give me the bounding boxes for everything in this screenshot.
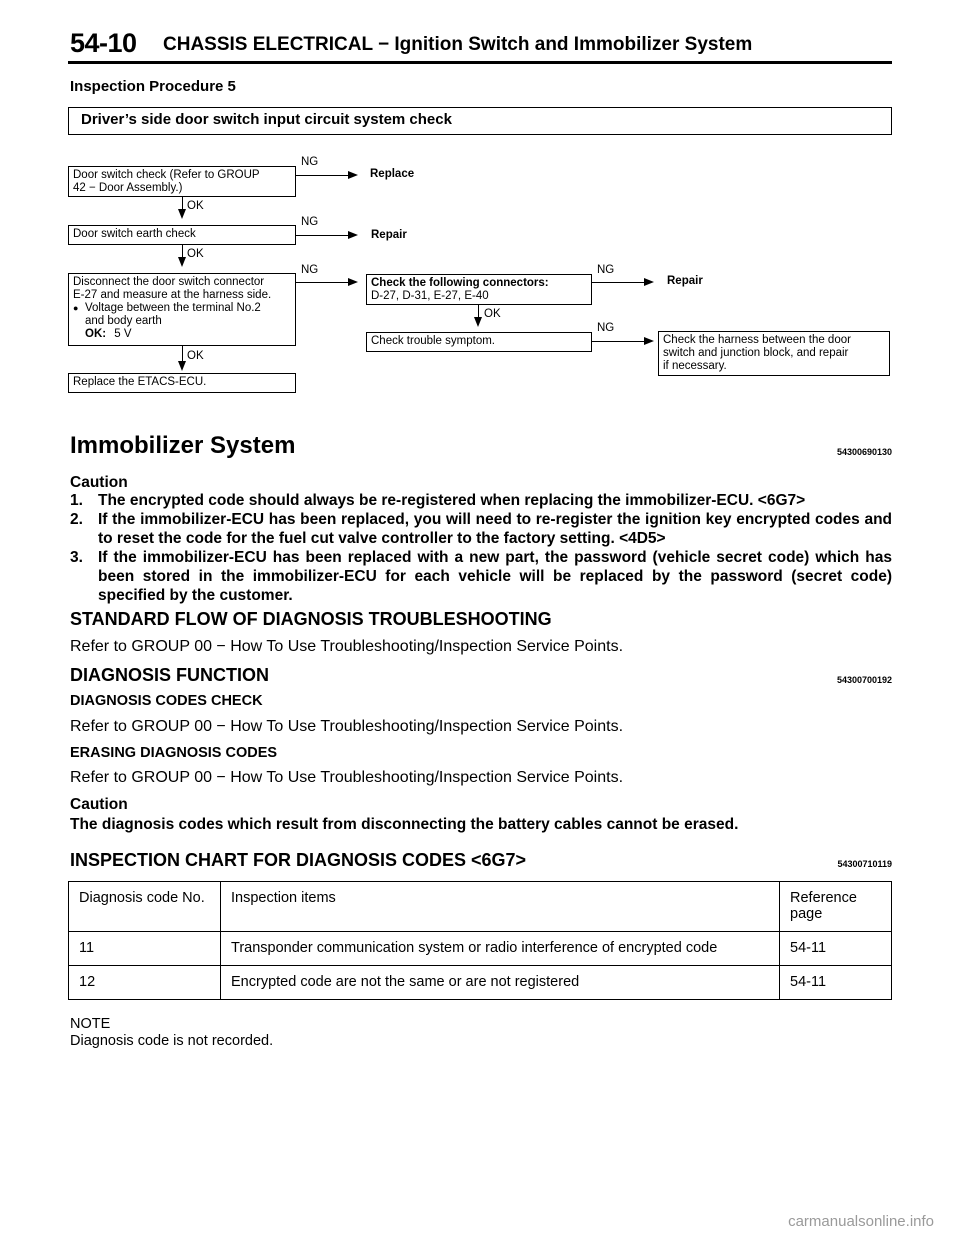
table-row (69, 932, 892, 966)
caution-item: 1. The encrypted code should always be re-registered when replacing the immobilizer-ECU. <6G7> (70, 492, 806, 509)
page-title: CHASSIS ELECTRICAL − Ignition Switch and Immobilizer System (163, 34, 753, 55)
table-cell: Transponder communication system or radio interference of encrypted code (221, 932, 780, 966)
table-row (69, 966, 892, 1000)
arrow-down-icon (178, 257, 186, 267)
ok-arrow-line (182, 346, 183, 361)
result-replace: Replace (370, 168, 415, 180)
ng-arrow-line (296, 235, 348, 236)
arrow-right-icon (348, 171, 358, 179)
flow-result-check-harness: Check the harness between the door switch and junction block, and repair if necessary. (658, 331, 890, 376)
flowchart (0, 0, 960, 420)
caution-item: 2. If the immobilizer-ECU has been replaced, you will need to re-register the ignition key encrypted codes and to reset the code for the fuel cut valve controller to the factory setting. <4D5> (70, 511, 892, 547)
ng-label: NG (597, 322, 615, 334)
table-header-cell: Diagnosis code No. (69, 882, 221, 932)
ng-label: NG (301, 156, 319, 168)
table-cell: 12 (69, 966, 221, 1000)
watermark: carmanualsonline.info (788, 1213, 934, 1230)
table-header-row (69, 882, 892, 932)
page-number: 54-10 (70, 28, 137, 58)
arrow-right-icon (348, 231, 358, 239)
inspection-chart-table (68, 881, 892, 1000)
arrow-down-icon (178, 361, 186, 371)
table-cell: 11 (69, 932, 221, 966)
heading-diagnosis-function: DIAGNOSIS FUNCTION (70, 665, 270, 685)
result-repair: Repair (667, 275, 703, 287)
arrow-down-icon (474, 317, 482, 327)
flow-step-check-trouble-symptom: Check trouble symptom. (366, 332, 592, 352)
table-header-cell: Reference page (780, 882, 892, 932)
ng-arrow-line (592, 282, 644, 283)
bullet-icon: ● (73, 303, 79, 313)
ng-arrow-line (592, 341, 644, 342)
caution-list (70, 491, 892, 605)
procedure-box-title: Driver’s side door switch input circuit system check (81, 111, 452, 128)
ok-arrow-line (182, 197, 183, 209)
erasing-codes-text: Refer to GROUP 00 − How To Use Troubleshooting/Inspection Service Points. (70, 769, 624, 786)
arrow-right-icon (348, 278, 358, 286)
ng-label: NG (301, 216, 319, 228)
ok-arrow-line (182, 245, 183, 257)
arrow-right-icon (644, 337, 654, 345)
standard-flow-text: Refer to GROUP 00 − How To Use Troubleshooting/Inspection Service Points. (70, 638, 624, 655)
note-text: Diagnosis code is not recorded. (70, 1033, 274, 1049)
flow-step-door-switch-check: Door switch check (Refer to GROUP 42 − Door Assembly.) (68, 166, 296, 197)
section-code: 54300700192 (836, 675, 892, 685)
caution-label: Caution (70, 796, 128, 813)
ng-label: NG (301, 264, 319, 276)
heading-erasing-codes: ERASING DIAGNOSIS CODES (70, 745, 278, 761)
ng-label: NG (597, 264, 615, 276)
table-cell: Encrypted code are not the same or are not registered (221, 966, 780, 1000)
ok-label: OK (187, 248, 204, 260)
section-code: 54300710119 (837, 859, 892, 869)
arrow-down-icon (178, 209, 186, 219)
section-code: 54300690130 (836, 447, 892, 457)
note-label: NOTE (70, 1016, 111, 1032)
ok-label: OK (187, 200, 204, 212)
note (70, 1016, 273, 1050)
caution-text: The diagnosis codes which result from disconnecting the battery cables cannot be erased. (70, 816, 739, 833)
ok-label: OK (484, 308, 501, 320)
caution-item: 3. If the immobilizer-ECU has been replaced with a new part, the password (vehicle secret code) which has been stored in the immobilizer-ECU for each vehicle will be replaced by the password (secret code) specified by the customer. (70, 549, 892, 604)
ok-label: OK (187, 350, 204, 362)
codes-check-text: Refer to GROUP 00 − How To Use Troubleshooting/Inspection Service Points. (70, 718, 624, 735)
flow-step-check-connectors: Check the following connectors: D-27, D-31, E-27, E-40 (366, 274, 592, 305)
flow-step-door-switch-earth-check: Door switch earth check (68, 225, 296, 245)
heading-codes-check: DIAGNOSIS CODES CHECK (70, 693, 263, 709)
ok-arrow-line (478, 305, 479, 317)
flow-step-replace-etacs-ecu: Replace the ETACS-ECU. (68, 373, 296, 393)
caution-label: Caution (70, 474, 128, 491)
arrow-right-icon (644, 278, 654, 286)
result-repair: Repair (371, 229, 407, 241)
flow-step-disconnect-connector: Disconnect the door switch connector E-27 and measure at the harness side. ● Voltage between the terminal No.2 and body earth OK: 5 V (68, 273, 296, 346)
procedure-title: Inspection Procedure 5 (70, 78, 236, 95)
section-title-immobilizer: Immobilizer System (70, 432, 296, 459)
ng-arrow-line (296, 175, 348, 176)
ng-arrow-line (296, 282, 348, 283)
table-header-cell: Inspection items (221, 882, 780, 932)
table-cell: 54-11 (780, 966, 892, 1000)
table-cell: 54-11 (780, 932, 892, 966)
heading-standard-flow: STANDARD FLOW OF DIAGNOSIS TROUBLESHOOTING (70, 609, 552, 629)
heading-inspection-chart: INSPECTION CHART FOR DIAGNOSIS CODES <6G7> (70, 850, 527, 870)
